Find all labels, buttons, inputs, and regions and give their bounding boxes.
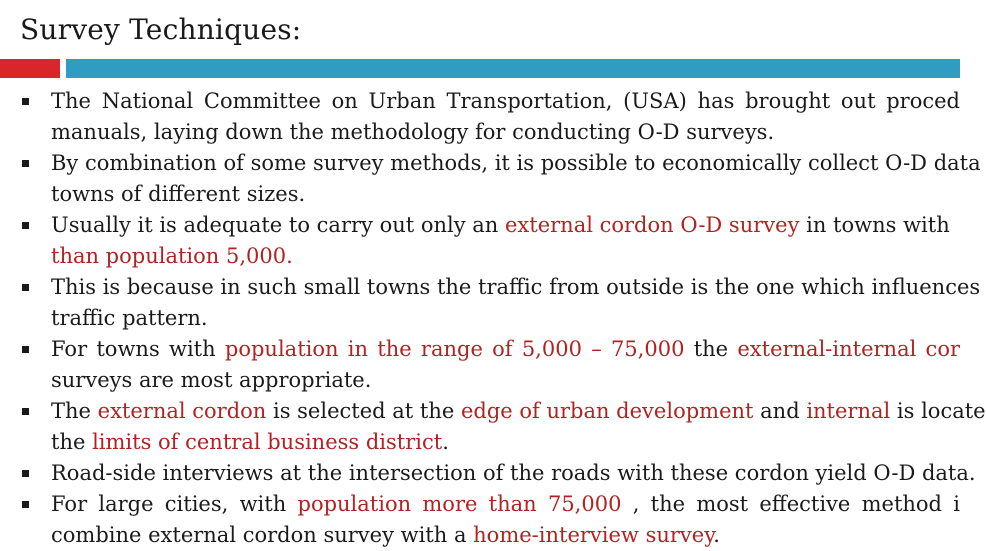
- bullet-square-icon: [22, 346, 29, 353]
- bullet-item-3: [0, 210, 960, 272]
- bullet-text: towns of different sizes.: [51, 182, 306, 206]
- highlight-text: than population 5,000: [51, 244, 287, 268]
- bullet-line: [51, 86, 960, 117]
- bullet-item-2: [0, 148, 981, 210]
- bullet-text: the: [51, 430, 93, 454]
- highlight-text: internal: [806, 399, 891, 423]
- highlight-text: external cordon: [97, 399, 267, 423]
- bullet-text: .: [713, 523, 720, 547]
- highlight-text: population more than 75,000: [297, 492, 622, 516]
- bullet-text: is locate: [890, 399, 986, 423]
- bullet-line: [51, 427, 960, 458]
- highlight-text: edge of urban development: [460, 399, 754, 423]
- bullet-line: [51, 458, 976, 489]
- bullet-line: [51, 148, 981, 179]
- bullet-square-icon: [22, 284, 29, 291]
- highlight-text: limits of central business district: [92, 430, 443, 454]
- bullet-text: By combination of some survey methods, it is possible to economically collect O-D data: [51, 151, 981, 175]
- bullet-text: Road-side interviews at the intersection of the roads with these cordon yield O-D data.: [51, 461, 976, 485]
- bullet-text: For large cities, with: [51, 492, 298, 516]
- bullet-text: This is because in such small towns the traffic from outside is the one which influences: [51, 275, 981, 299]
- bullet-text: The National Committee on Urban Transportation, (USA) has brought out proced: [51, 89, 960, 113]
- bullet-line: [51, 365, 960, 396]
- bullet-item-5: [0, 334, 960, 396]
- bullet-square-icon: [22, 98, 29, 105]
- bullet-line: [51, 396, 986, 427]
- bullet-text: surveys are most appropriate.: [51, 368, 372, 392]
- highlight-text: external cordon O-D survey: [505, 213, 800, 237]
- bullet-line: [51, 489, 960, 520]
- bullet-square-icon: [22, 501, 29, 508]
- bullet-line: [51, 210, 960, 241]
- bullet-line: [51, 334, 960, 365]
- bullet-item-4: [0, 272, 981, 334]
- bullet-square-icon: [22, 408, 29, 415]
- highlight-text: home-interview survey: [473, 523, 714, 547]
- bullet-line: [51, 303, 960, 334]
- title-accent-bar-blue: [66, 59, 960, 78]
- bullet-square-icon: [22, 470, 29, 477]
- bullet-text: , the most effective method i: [621, 492, 960, 516]
- bullet-text: and: [753, 399, 807, 423]
- bullet-list: [0, 86, 986, 547]
- bullet-text: For towns with: [51, 337, 225, 361]
- bullet-item-8: [0, 489, 960, 551]
- bullet-text: Usually it is adequate to carry out only an: [51, 213, 505, 237]
- bullet-line: [51, 520, 960, 551]
- bullet-text: manuals, laying down the methodology for conducting O-D surveys.: [51, 120, 775, 144]
- bullet-item-6: [0, 396, 986, 458]
- bullet-text: in towns with: [799, 213, 950, 237]
- bullet-text: the: [684, 337, 738, 361]
- bullet-text: .: [442, 430, 449, 454]
- bullet-line: [51, 179, 960, 210]
- title-accent-bar-red: [0, 59, 60, 78]
- slide-title: Survey Techniques:: [20, 13, 302, 46]
- highlight-text: .: [286, 244, 293, 268]
- bullet-item-7: [0, 458, 976, 489]
- bullet-item-1: [0, 86, 960, 148]
- highlight-text: population in the range of 5,000 – 75,000: [224, 337, 685, 361]
- bullet-line: [51, 241, 960, 272]
- bullet-text: traffic pattern.: [51, 306, 208, 330]
- bullet-square-icon: [22, 222, 29, 229]
- bullet-line: [51, 117, 960, 148]
- bullet-text: The: [51, 399, 98, 423]
- bullet-text: combine external cordon survey with a: [51, 523, 474, 547]
- highlight-text: external-internal cor: [737, 337, 961, 361]
- bullet-line: [51, 272, 981, 303]
- bullet-text: is selected at the: [266, 399, 461, 423]
- bullet-square-icon: [22, 160, 29, 167]
